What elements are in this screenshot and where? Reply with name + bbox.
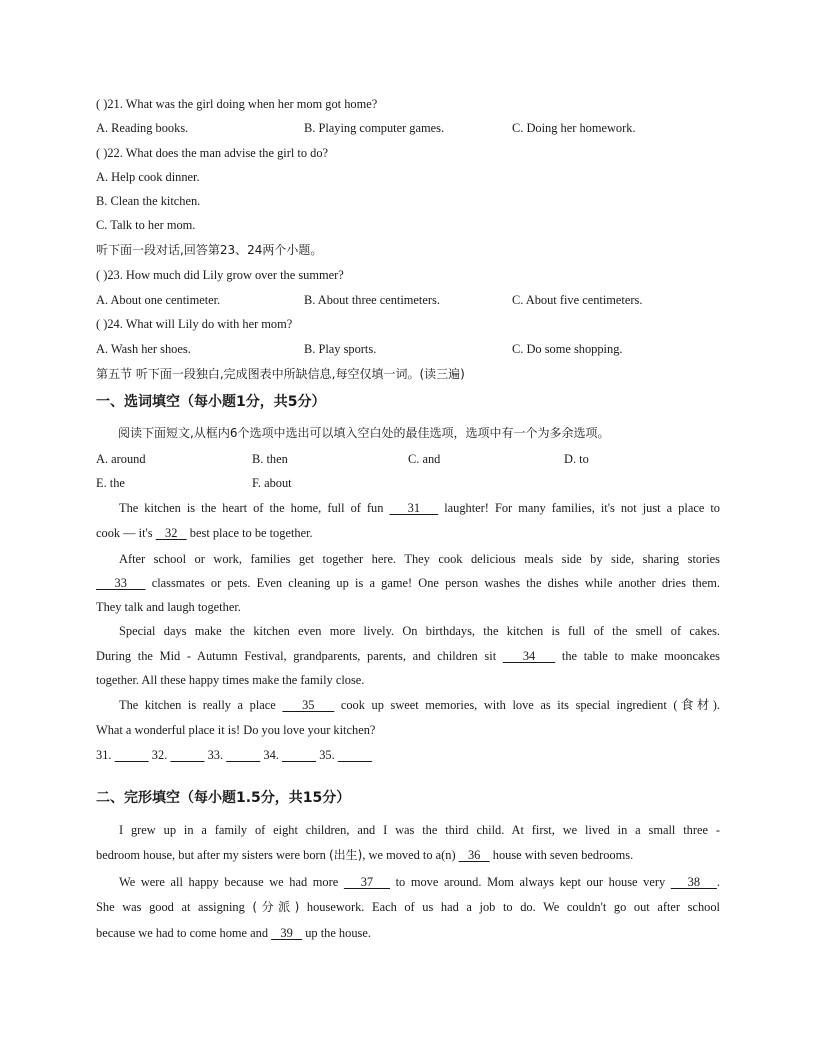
passage-line: I grew up in a family of eight children, and I was the third child. At first, we lived in a small three - <box>119 823 720 837</box>
q24-option-c: C. Do some shopping. <box>512 342 623 356</box>
q23-option-c: C. About five centimeters. <box>512 293 643 307</box>
q21-option-b: B. Playing computer games. <box>304 121 445 135</box>
passage-line: The kitchen is the heart of the home, full of fun 31 laughter! For many families, it's not just a place to <box>119 501 720 515</box>
q22-option-c: C. Talk to her mom. <box>96 218 196 232</box>
answer-blank-35[interactable] <box>338 748 372 762</box>
q24-option-a: A. Wash her shoes. <box>96 342 191 356</box>
passage-line: They talk and laugh together. <box>96 600 241 614</box>
question-22: ( )22. What does the man advise the girl to do? <box>96 146 329 160</box>
blank-34[interactable]: 34 <box>502 649 556 663</box>
word-option-a: A. around <box>96 452 146 466</box>
word-option-f: F. about <box>252 476 292 490</box>
q24-option-b: B. Play sports. <box>304 342 377 356</box>
passage-line: She was good at assigning (分派) housework. Each of us had a job to do. We couldn't go out after school <box>96 900 720 914</box>
passage-line: bedroom house, but after my sisters were born (出生), we moved to a(n) 36 house with seven bedrooms. <box>96 848 634 862</box>
passage-line: 33 classmates or pets. Even cleaning up is a game! One person washes the dishes while another dries them. <box>96 576 720 590</box>
blank-33[interactable]: 33 <box>96 576 146 590</box>
passage-line: We were all happy because we had more 37 to move around. Mom always kept our house very 38 . <box>119 875 720 889</box>
q23-option-b: B. About three centimeters. <box>304 293 440 307</box>
question-24: ( )24. What will Lily do with her mom? <box>96 317 293 331</box>
blank-37[interactable]: 37 <box>343 875 390 889</box>
question-23: ( )23. How much did Lily grow over the summer? <box>96 268 344 282</box>
word-option-d: D. to <box>564 452 589 466</box>
passage-line: During the Mid - Autumn Festival, grandparents, parents, and children sit 34 the table to make mooncakes <box>96 649 720 663</box>
passage-line: After school or work, families get together here. They cook delicious meals side by side, sharing stories <box>119 552 720 566</box>
word-option-c: C. and <box>408 452 441 466</box>
part-two-heading: 二、完形填空（每小题1.5分，共15分） <box>96 790 351 806</box>
answer-blank-31[interactable] <box>115 748 149 762</box>
passage-line: cook — it's 32 best place to be together. <box>96 526 313 540</box>
part-one-instruction: 阅读下面短文,从框内6个选项中选出可以填入空白处的最佳选项，选项中有一个为多余选项。 <box>118 426 610 440</box>
q22-option-b: B. Clean the kitchen. <box>96 194 201 208</box>
blank-35[interactable]: 35 <box>282 698 335 712</box>
blank-39[interactable]: 39 <box>271 926 303 940</box>
passage-line: The kitchen is really a place 35 cook up sweet memories, with love as its special ingredient (食材). <box>119 698 720 712</box>
question-21: ( )21. What was the girl doing when her mom got home? <box>96 97 378 111</box>
word-option-b: B. then <box>252 452 288 466</box>
answer-line: 31. 32. 33. 34. 35. <box>96 747 372 763</box>
blank-36[interactable]: 36 <box>458 848 490 862</box>
blank-32[interactable]: 32 <box>155 526 187 540</box>
passage-line: What a wonderful place it is! Do you love your kitchen? <box>96 723 376 737</box>
answer-blank-33[interactable] <box>226 748 260 762</box>
q23-option-a: A. About one centimeter. <box>96 293 221 307</box>
part-one-heading: 一、选词填空（每小题1分，共5分） <box>96 394 326 410</box>
passage-line: because we had to come home and 39 up the house. <box>96 926 371 940</box>
passage-line: Special days make the kitchen even more lively. On birthdays, the kitchen is full of the smell of cakes. <box>119 624 720 638</box>
q21-option-a: A. Reading books. <box>96 121 189 135</box>
q21-option-c: C. Doing her homework. <box>512 121 636 135</box>
q22-option-a: A. Help cook dinner. <box>96 170 200 184</box>
word-option-e: E. the <box>96 476 125 490</box>
dialogue-instruction: 听下面一段对话,回答第23、24两个小题。 <box>96 243 323 257</box>
section-five-instruction: 第五节 听下面一段独白,完成图表中所缺信息,每空仅填一词。(读三遍) <box>96 367 465 381</box>
answer-blank-34[interactable] <box>282 748 316 762</box>
answer-blank-32[interactable] <box>170 748 204 762</box>
passage-line: together. All these happy times make the family close. <box>96 673 365 687</box>
blank-38[interactable]: 38 <box>670 875 717 889</box>
blank-31[interactable]: 31 <box>389 501 439 515</box>
